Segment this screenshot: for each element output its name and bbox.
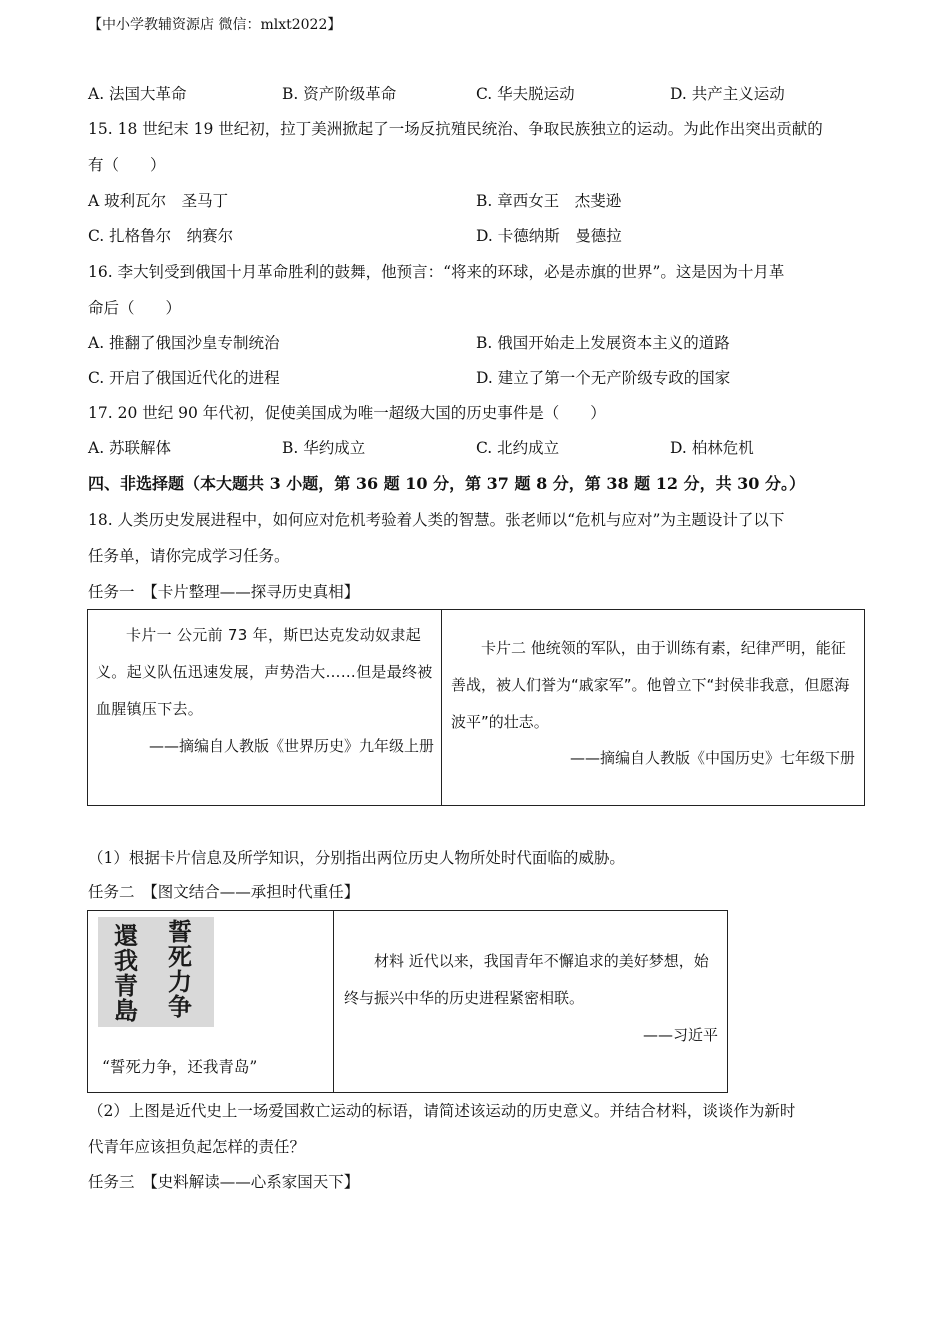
material-source: ——习近平: [642, 1026, 718, 1044]
q16-options-row2: [88, 366, 868, 388]
q14-option-d[interactable]: D. 共产主义运动: [670, 85, 785, 103]
card-two: [442, 610, 864, 805]
slogan-left-column: [100, 923, 152, 1023]
task3-title: 任务三 【史料解读——心系家国天下】: [88, 1173, 360, 1191]
task1-title: 任务一 【卡片整理——探寻历史真相】: [88, 583, 360, 601]
slogan-char: 青: [114, 971, 138, 1000]
slogan-char: 誓: [168, 917, 192, 946]
q14-option-a[interactable]: A. 法国大革命: [88, 85, 187, 103]
task2-title: 任务二 【图文结合——承担时代重任】: [88, 883, 360, 901]
sub-question-2-line2: 代青年应该担负起怎样的责任？: [88, 1138, 306, 1156]
slogan-char: 力: [168, 967, 192, 996]
q16-stem-line2: 命后（ ）: [88, 299, 182, 317]
q17-option-c[interactable]: C. 北约成立: [476, 439, 560, 457]
sub-question-1: （1）根据卡片信息及所学知识，分别指出两位历史人物所处时代面临的威胁。: [88, 849, 625, 867]
section-heading: 四、非选择题（本大题共 3 小题，第 36 题 10 分，第 37 题 8 分，第 38 题 12 分，共 30 分。）: [88, 474, 805, 493]
slogan-char: 還: [114, 921, 138, 950]
q15-option-b[interactable]: B. 章西女王 杰斐逊: [476, 192, 622, 210]
q18-stem-line2: 任务单，请你完成学习任务。: [88, 547, 290, 565]
q15-stem-line1: 15. 18 世纪末 19 世纪初，拉丁美洲掀起了一场反抗殖民统治、争取民族独立的运动。为此作出突出贡献的: [88, 120, 823, 138]
slogan-right-column: [154, 919, 206, 1019]
q16-options-row1: [88, 331, 868, 353]
material-cell: [334, 911, 727, 1092]
q14-options: [88, 82, 868, 104]
q15-option-a[interactable]: A 玻利瓦尔 圣马丁: [88, 192, 229, 210]
slogan-caption: “誓死力争，还我青岛”: [102, 1058, 258, 1076]
q17-option-d[interactable]: D. 柏林危机: [670, 439, 754, 457]
q17-stem: 17. 20 世纪 90 年代初，促使美国成为唯一超级大国的历史事件是（ ）: [88, 404, 606, 422]
sub-question-2-line1: （2）上图是近代史上一场爱国救亡运动的标语，请简述该运动的历史意义。并结合材料，谈谈作为新时: [88, 1102, 796, 1120]
q14-option-b[interactable]: B. 资产阶级革命: [282, 85, 397, 103]
q16-stem-line1: 16. 李大钊受到俄国十月革命胜利的鼓舞，他预言：“将来的环球，必是赤旗的世界”。这是因为十月革: [88, 263, 785, 281]
q15-stem-line2: 有（ ）: [88, 156, 166, 174]
q15-options-row2: [88, 224, 868, 246]
slogan-char: 争: [168, 992, 192, 1021]
q17-options: [88, 436, 868, 458]
q17-option-b[interactable]: B. 华约成立: [282, 439, 366, 457]
q16-option-c[interactable]: C. 开启了俄国近代化的进程: [88, 369, 280, 387]
card-two-text: 卡片二 他统领的军队，由于训练有素，纪律严明，能征善战，被人们誉为“戚家军”。他曾立下“封侯非我意，但愿海波平”的壮志。: [451, 639, 850, 731]
card-one-source: ——摘编自人教版《世界历史》九年级上册: [148, 737, 434, 755]
slogan-char: 我: [114, 946, 138, 975]
q16-option-d[interactable]: D. 建立了第一个无产阶级专政的国家: [476, 369, 731, 387]
q16-option-a[interactable]: A. 推翻了俄国沙皇专制统治: [88, 334, 280, 352]
card-two-source: ——摘编自人教版《中国历史》七年级下册: [569, 749, 855, 767]
slogan-image: [98, 917, 214, 1027]
q14-option-c[interactable]: C. 华夫脱运动: [476, 85, 575, 103]
slogan-char: 死: [168, 942, 192, 971]
page-header: 【中小学教辅资源店 微信：mlxt2022】: [88, 17, 342, 33]
q18-stem-line1: 18. 人类历史发展进程中，如何应对危机考验着人类的智慧。张老师以“危机与应对”为主题设计了以下: [88, 511, 785, 529]
q15-option-d[interactable]: D. 卡德纳斯 曼德拉: [476, 227, 622, 245]
slogan-table: [87, 910, 728, 1093]
q15-options-row1: [88, 189, 868, 211]
card-one-text: 卡片一 公元前 73 年，斯巴达克发动奴隶起义。起义队伍迅速发展，声势浩大……但是最终被血腥镇压下去。: [96, 626, 433, 718]
q15-option-c[interactable]: C. 扎格鲁尔 纳赛尔: [88, 227, 234, 245]
q16-option-b[interactable]: B. 俄国开始走上发展资本主义的道路: [476, 334, 730, 352]
slogan-char: 島: [114, 996, 138, 1025]
q17-option-a[interactable]: A. 苏联解体: [88, 439, 172, 457]
material-text: 材料 近代以来，我国青年不懈追求的美好梦想，始终与振兴中华的历史进程紧密相联。: [344, 952, 709, 1007]
card-one: [88, 610, 442, 805]
cards-table: [87, 609, 865, 806]
slogan-cell: [88, 911, 334, 1092]
